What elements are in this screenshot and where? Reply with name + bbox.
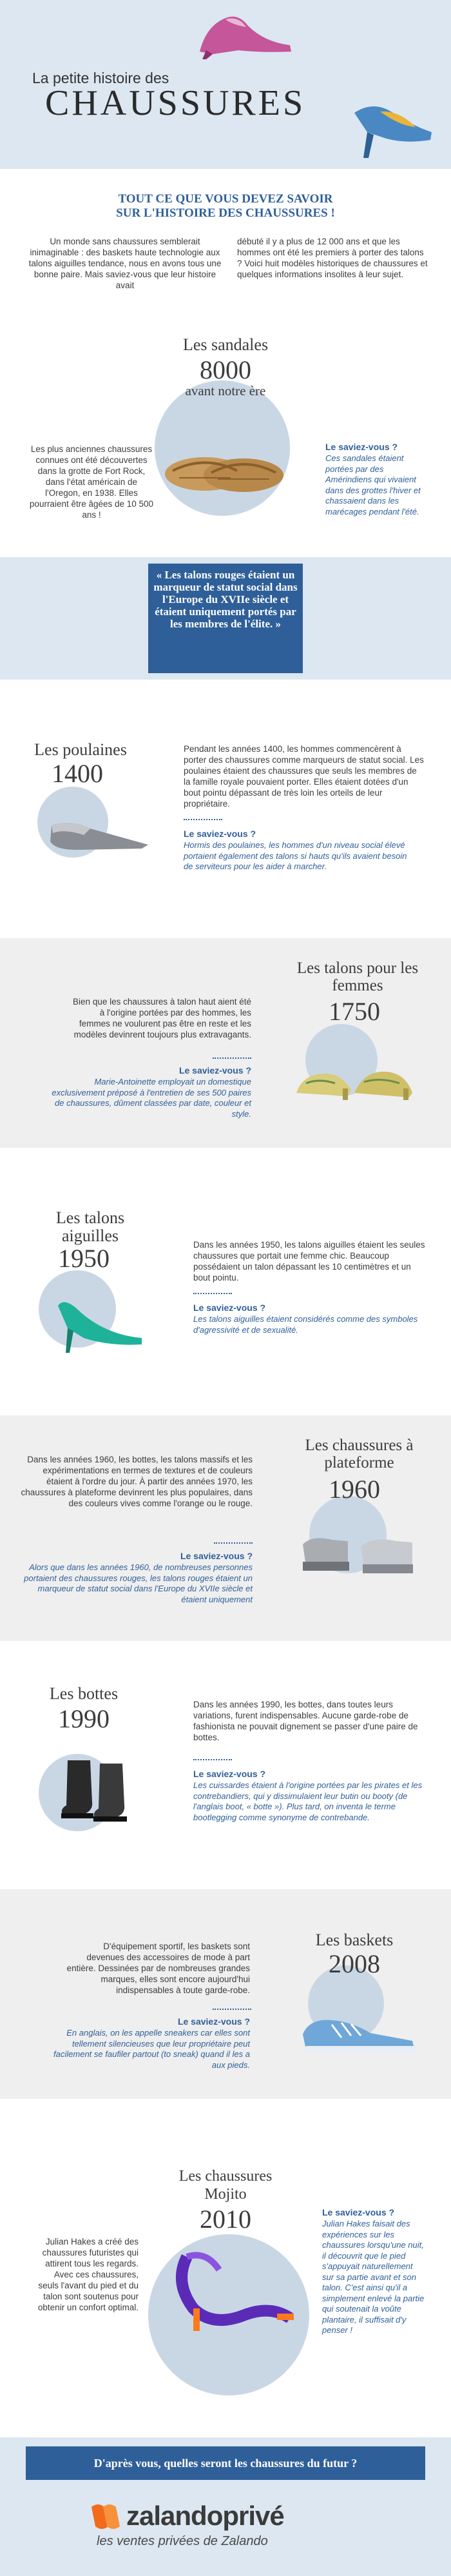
sandal-image (160, 442, 289, 500)
aiguilles-year: 1950 (58, 1244, 110, 1273)
bottes-hint-body: Les cuissardes étaient à l'origine portées par les pirates et les contrebandiers, qui y dissimulaient leur butin ou booty (de l'anglais boot, « botte »). Plus tard, on inventa le terme bootlegging comme synonyme de contrebande. (193, 1780, 423, 1822)
poulaines-year: 1400 (52, 759, 103, 788)
bottes-year: 1990 (58, 1704, 110, 1733)
talons-femmes-year: 1750 (329, 997, 380, 1026)
quote-band (0, 557, 451, 680)
poulaines-hint-title: Le saviez-vous ? (184, 829, 256, 839)
talons-femmes-text: Bien que les chaussures à talon haut aient été à l'origine portées par des hommes, les femmes ne voulurent pas être en reste et les modèles devinrent toujours plus extravagants. (73, 997, 251, 1039)
sandales-year-suffix: avant notre ère (185, 383, 266, 398)
sandales-year: 8000 (200, 355, 251, 384)
aiguilles-dash (193, 1293, 232, 1294)
mojito-hint-body: Julian Hakes faisait des expériences sur les chaussures lorsqu'une nuit, il découvrit que le pied s'appuyait naturellement sur sa partie avant et son talon. C'est ainsi qu'il a simplement enlevé la partie qui soutenait la voûte plantaire, il suffisait d'y penser ! (322, 2219, 425, 2335)
sneaker-image (293, 2009, 422, 2060)
footer-question: D'après vous, quelles seront les chaussures du futur ? (93, 2457, 358, 2470)
sandales-hint-body: Ces sandales étaient portées par des Amérindiens qui vivaient dans des grottes l'hiver et chassaient dans les marécages pendant l'été. (325, 453, 421, 516)
talons-femmes-title: Les talons pour les femmes (296, 959, 419, 994)
mojito-hint-title: Le saviez-vous ? (322, 2207, 395, 2217)
aiguilles-title: Les talons aiguilles (55, 1208, 125, 1245)
mojito-year: 2010 (200, 2205, 251, 2234)
header-title-big: CHAUSSURES (45, 83, 306, 123)
baskets-dash (213, 2009, 251, 2010)
footer-tagline: les ventes privées de Zalando (97, 2534, 268, 2548)
plateforme-year: 1960 (329, 1475, 380, 1504)
intro-headline-1: TOUT CE QUE VOUS DEVEZ SAVOIR (118, 192, 333, 206)
plateforme-text: Dans les années 1960, les bottes, les talons massifs et les expérimentations en termes de textures et de couleurs étaient à l'ordre du jour. À partir des années 1970, les chaussures à plateforme devinrent les plus populaires, dans des couleurs vives comme l'orange ou le rouge. (21, 1455, 253, 1508)
intro-headline-2: SUR L'HISTOIRE DES CHAUSSURES ! (116, 206, 335, 220)
poulaines-text: Pendant les années 1400, les hommes commencèrent à porter des chaussures comme marqueurs de statut social. Les poulaines étaient des chaussures que seuls les membres de la famille royale pouvaient porter. Elles étaient dotées d'un bout pointu dépassant de très loin les orteils de leur propriétaire. (184, 744, 424, 809)
poulaines-title: Les poulaines (34, 740, 127, 759)
talons-femmes-hint-title: Le saviez-vous ? (178, 1065, 251, 1076)
plateforme-hint-title: Le saviez-vous ? (180, 1551, 253, 1561)
bottes-title: Les bottes (49, 1684, 119, 1703)
sandales-text: Les plus anciennes chaussures connues ont été découvertes dans la grotte de Fort Rock, dans l'état américain de l'Oregon, en 1938. Elles pourraient être âgées de 10 500 ans ! (29, 444, 154, 520)
poulaines-dash (184, 819, 222, 820)
embroidered-heels-image (290, 1057, 419, 1103)
aiguilles-text: Dans les années 1950, les talons aiguilles étaient les seules chaussures que portait une femme chic. Beaucoup possédaient un talon dépassant les 10 centimètres et un bout pointu. (193, 1240, 425, 1283)
footer-brand: zalandoprivé (126, 2501, 284, 2531)
zalando-logo-icon (89, 2502, 122, 2532)
bottes-text: Dans les années 1990, les bottes, dans toutes leurs variations, furent indispensables. Aucune garde-robe de fashionista ne pouvait dignement se passer d'une paire de bottes. (193, 1700, 418, 1742)
sandales-hint-title: Le saviez-vous ? (325, 442, 398, 452)
header-title-small: La petite histoire des (32, 70, 169, 86)
baskets-title: Les baskets (315, 1931, 394, 1949)
mojito-shoe-image (168, 2244, 296, 2334)
baskets-hint-body: En anglais, on les appelle sneakers car elles sont tellement silencieuses que leur propriétaire peut facilement se faufiler partout (to sneak) quand il les a aux pieds. (53, 2028, 250, 2070)
footer-band (0, 2437, 451, 2576)
baskets-year: 2008 (329, 1949, 380, 1978)
platform-shoe-image (293, 1522, 422, 1580)
plateforme-dash (214, 1542, 253, 1544)
mojito-text: Julian Hakes a créé des chaussures futuristes qui attirent tous les regards. Avec ces chaussures, seuls l'avant du pied et du talon sont soutenus pour obtenir un confort optimal. (37, 2237, 139, 2312)
header-banner (0, 0, 451, 169)
quote-text: « Les talons rouges étaient un marqueur de statut social dans l'Europe du XVIIe siècle et étaient uniquement portés par les membres de l'élite. » (153, 569, 298, 630)
intro-col-left: Un monde sans chaussures semblerait inimaginable : des baskets haute technologie aux talons aiguilles tendance, nous en avons tous une bonne paire. Mais saviez-vous que leur histoire avait (28, 237, 222, 290)
blue-heel-shoe-image (348, 87, 438, 161)
poulaines-hint-body: Hormis des poulaines, les hommes d'un niveau social élevé portaient également des talons si hauts qu'ils avaient besoin de serviteurs pour les aider à marcher. (184, 840, 407, 871)
plateforme-hint-body: Alors que dans les années 1960, de nombreuses personnes portaient des chaussures rouges, les talons rouges étaient un marqueur de statut social dans l'Europe du XVIIe siècle et étaient uniquement (24, 1562, 253, 1604)
bottes-dash (193, 1759, 232, 1760)
baskets-text: D'équipement sportif, les baskets sont devenues des accessoires de mode à part entière. Dessinées par de nombreuses grandes marques, elles sont encore aujourd'hui indispensables à toute garde-robe. (66, 1942, 250, 1995)
talons-femmes-dash (213, 1057, 251, 1059)
plateforme-title: Les chaussures à plateforme (305, 1437, 414, 1471)
talons-femmes-hint-body: Marie-Antoinette employait un domestique exclusivement préposé à l'entretien de ses 500 paires de chaussures, dûment classées par date, couleur et style. (52, 1077, 251, 1119)
aiguilles-hint-title: Le saviez-vous ? (193, 1303, 266, 1313)
stiletto-image (45, 1283, 155, 1354)
mojito-title-1: Les chaussures (178, 2168, 273, 2185)
bottes-hint-title: Le saviez-vous ? (193, 1769, 266, 1779)
poulaine-shoe-image (39, 812, 151, 858)
intro-col-right: débuté il y a plus de 12 000 ans et que les hommes ont été les premiers à porter des talons ? Voici huit modèles historiques de chaussures et quelques informations insolites à leur sujet. (237, 237, 428, 279)
pink-heel-shoe-image (187, 6, 296, 61)
baskets-hint-title: Le saviez-vous ? (177, 2016, 250, 2027)
boots-image (55, 1754, 145, 1825)
sandales-title: Les sandales (182, 335, 269, 354)
mojito-title-2: Mojito (204, 2186, 247, 2203)
aiguilles-hint-body: Les talons aiguilles étaient considérés comme des symboles d'agressivité et de sexualité. (193, 1314, 418, 1335)
